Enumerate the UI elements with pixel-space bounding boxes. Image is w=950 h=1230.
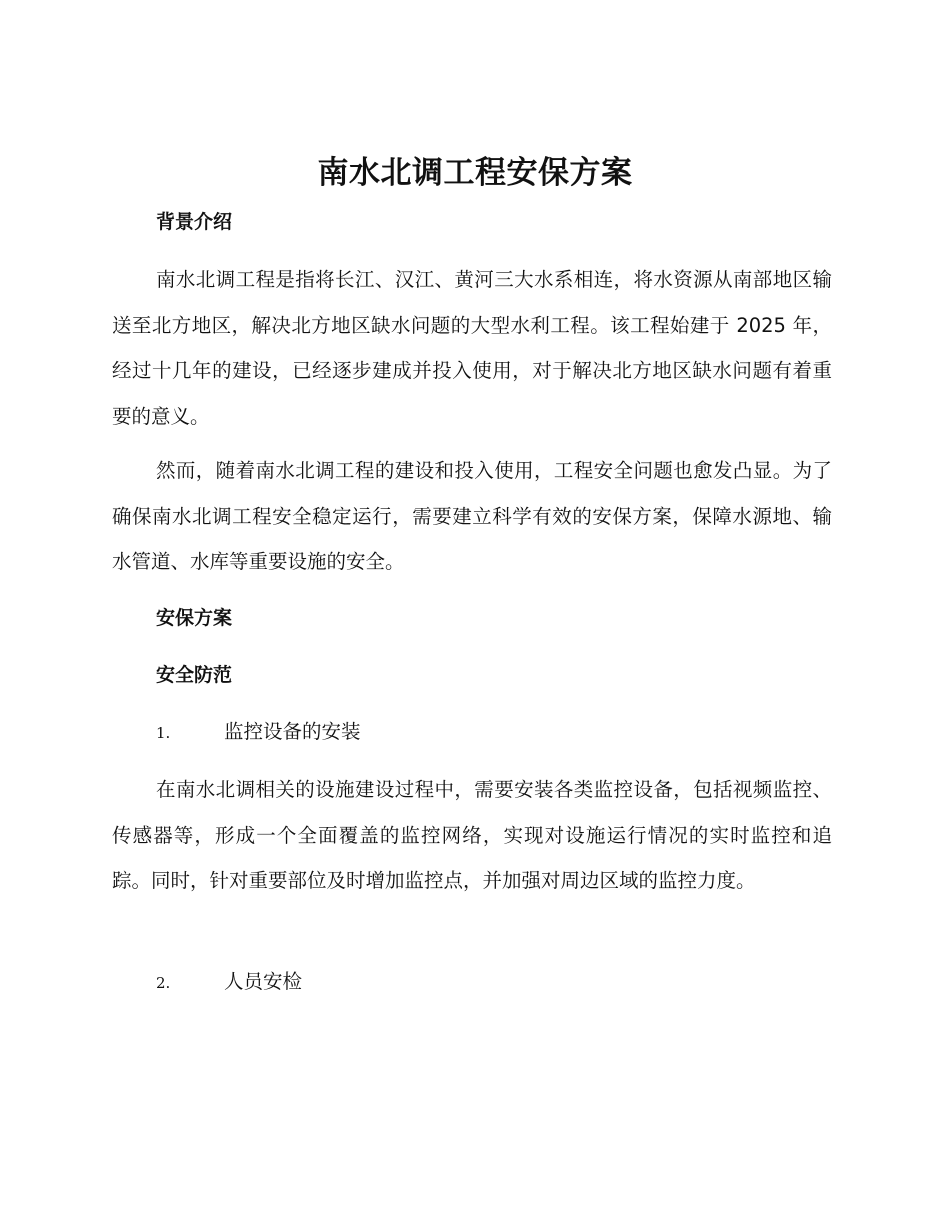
list-item-monitoring xyxy=(156,717,361,748)
list-item-label: 监控设备的安装 xyxy=(224,720,361,743)
list-item-label: 人员安检 xyxy=(224,970,303,993)
list-item-personnel-check xyxy=(156,967,302,998)
section-heading-background: 背景介绍 xyxy=(156,211,233,233)
list-item-number: 1. xyxy=(156,724,171,742)
document-title: 南水北调工程安保方案 xyxy=(317,155,633,191)
background-paragraph-1: 南水北调工程是指将长江、汉江、黄河三大水系相连，将水资源从南部地区输送至北方地区，解决北方地区缺水问题的大型水利工程。该工程始建于 2025 年，经过十几年的建设，已经逐步建成并投入使用，对于解决北方地区缺水问题有着重要的意义。 xyxy=(112,268,832,428)
section-heading-plan: 安保方案 xyxy=(156,607,233,629)
list-item-number: 2. xyxy=(156,974,171,992)
monitoring-paragraph: 在南水北调相关的设施建设过程中，需要安装各类监控设备，包括视频监控、传感器等，形成一个全面覆盖的监控网络，实现对设施运行情况的实时监控和追踪。同时，针对重要部位及时增加监控点，并加强对周边区域的监控力度。 xyxy=(112,778,832,892)
background-paragraph-2: 然而，随着南水北调工程的建设和投入使用，工程安全问题也愈发凸显。为了确保南水北调工程安全稳定运行，需要建立科学有效的安保方案，保障水源地、输水管道、水库等重要设施的安全。 xyxy=(112,459,832,573)
section-heading-security: 安全防范 xyxy=(156,664,233,686)
